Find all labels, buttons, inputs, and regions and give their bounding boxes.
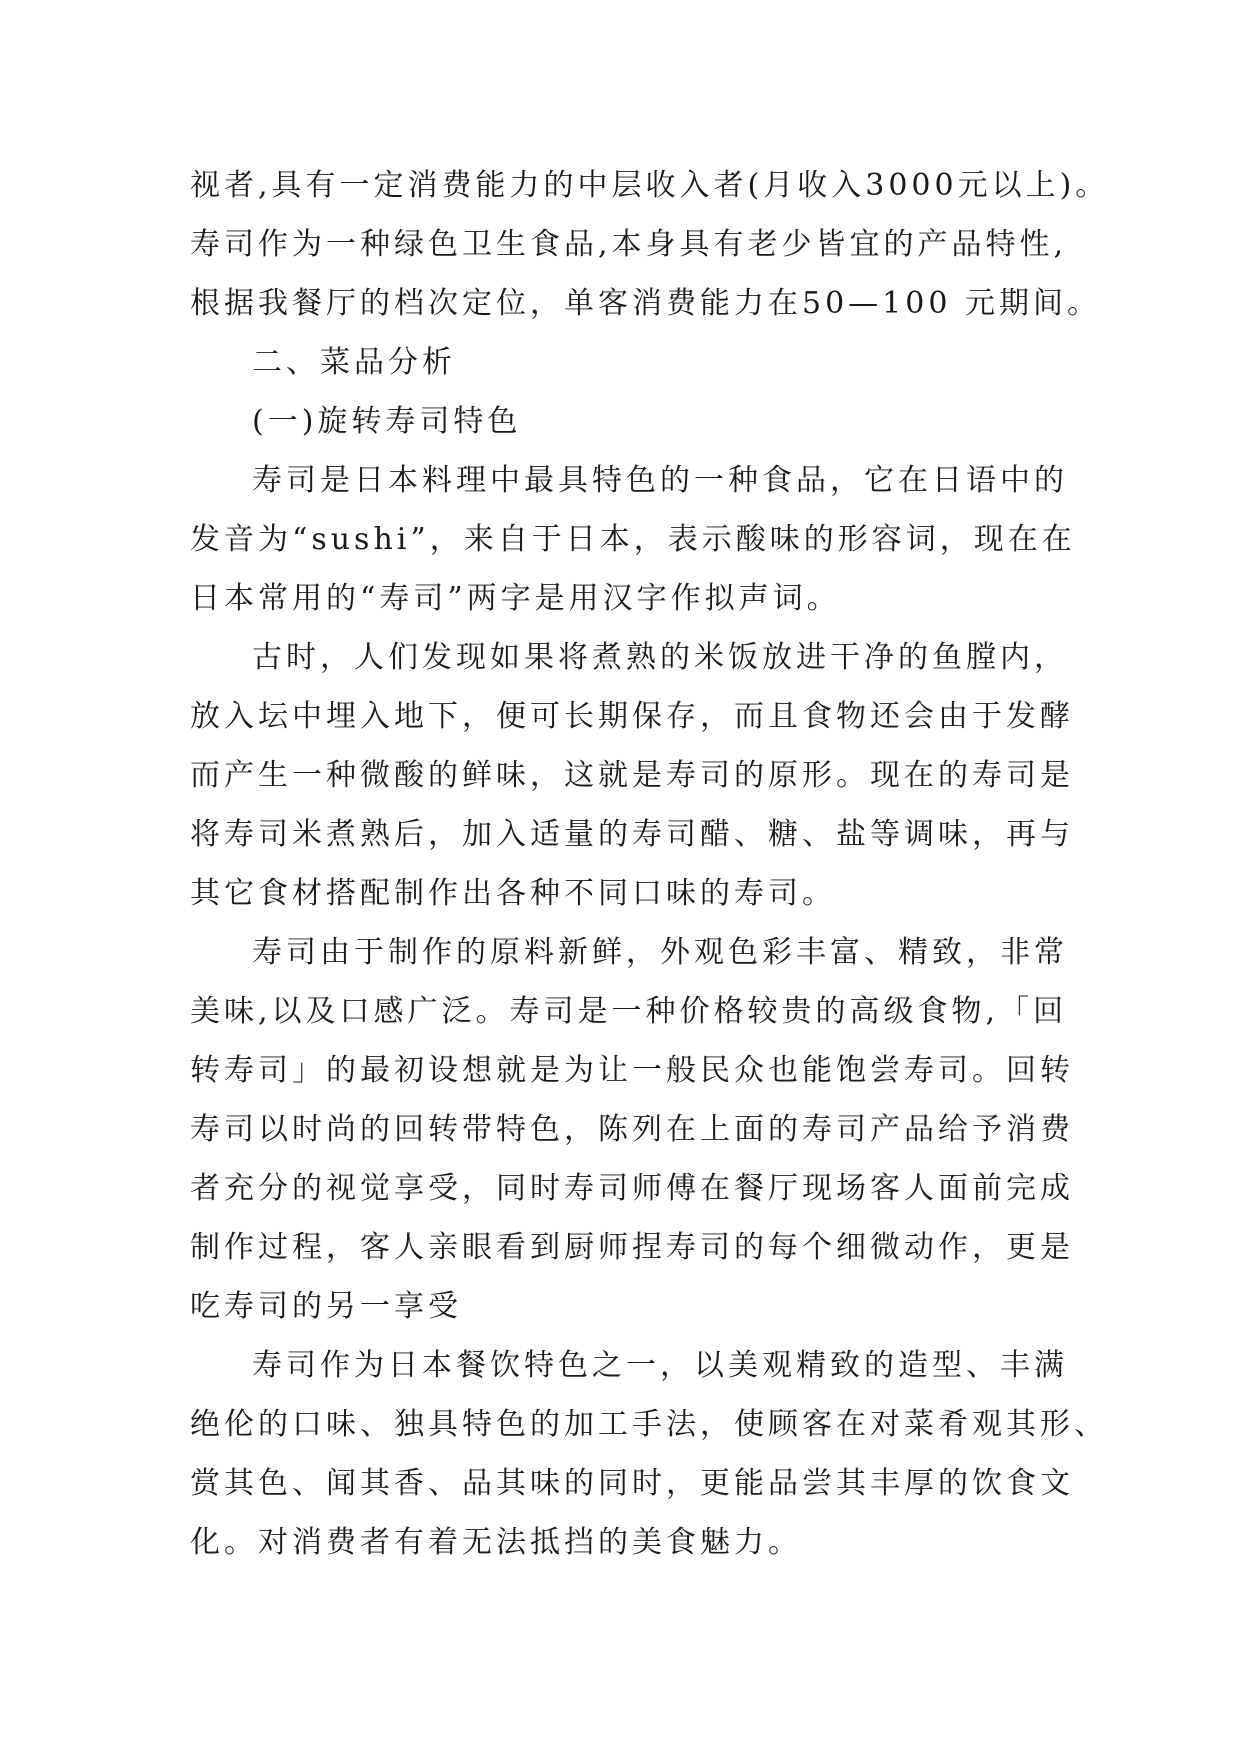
paragraph-start: 寿司作为日本餐饮特色之一，以美观精致的造型、丰满 <box>252 1348 1068 1383</box>
text-line: 其它食材搭配制作出各种不同口味的寿司。 <box>190 876 836 911</box>
text-line: 赏其色、闻其香、品其味的同时，更能品尝其丰厚的饮食文 <box>190 1466 1074 1501</box>
paragraph-start: 寿司由于制作的原料新鲜，外观色彩丰富、精致，非常 <box>252 935 1068 970</box>
text-line: 日本常用的“寿司”两字是用汉字作拟声词。 <box>190 581 841 616</box>
paragraph-start: 古时，人们发现如果将煮熟的米饭放进干净的鱼膛内， <box>252 640 1068 675</box>
body-text <box>190 156 1110 1572</box>
paragraph-start: 寿司是日本料理中最具特色的一种食品，它在日语中的 <box>252 463 1068 498</box>
text-line: 绝伦的口味、独具特色的加工手法，使顾客在对菜肴观其形、 <box>190 1407 1108 1442</box>
text-line: 放入坛中埋入地下，便可长期保存，而且食物还会由于发酵 <box>190 699 1074 734</box>
text-line: 吃寿司的另一享受 <box>190 1289 462 1324</box>
text-line: 将寿司米煮熟后，加入适量的寿司醋、糖、盐等调味，再与 <box>190 817 1074 852</box>
subsection-heading: (一)旋转寿司特色 <box>252 404 522 439</box>
text-line: 发音为“sushi”，来自于日本，表示酸味的形容词，现在在 <box>190 522 1076 557</box>
text-line: 寿司作为一种绿色卫生食品,本身具有老少皆宜的产品特性, <box>190 227 1068 262</box>
section-heading: 二、菜品分析 <box>252 345 456 380</box>
text-line: 根据我餐厅的档次定位，单客消费能力在50—100 元期间。 <box>190 286 1101 321</box>
text-line: 视者,具有一定消费能力的中层收入者(月收入3000元以上)。 <box>190 168 1110 203</box>
text-line: 转寿司」的最初设想就是为让一般民众也能饱尝寿司。回转 <box>190 1053 1074 1088</box>
text-line: 寿司以时尚的回转带特色，陈列在上面的寿司产品给予消费 <box>190 1112 1074 1147</box>
text-line: 化。对消费者有着无法抵挡的美食魅力。 <box>190 1525 802 1560</box>
text-line: 美味,以及口感广泛。寿司是一种价格较贵的高级食物,「回 <box>190 994 1068 1029</box>
text-line: 者充分的视觉享受，同时寿司师傅在餐厅现场客人面前完成 <box>190 1171 1074 1206</box>
text-line: 而产生一种微酸的鲜味，这就是寿司的原形。现在的寿司是 <box>190 758 1074 793</box>
text-line: 制作过程，客人亲眼看到厨师捏寿司的每个细微动作，更是 <box>190 1230 1074 1265</box>
